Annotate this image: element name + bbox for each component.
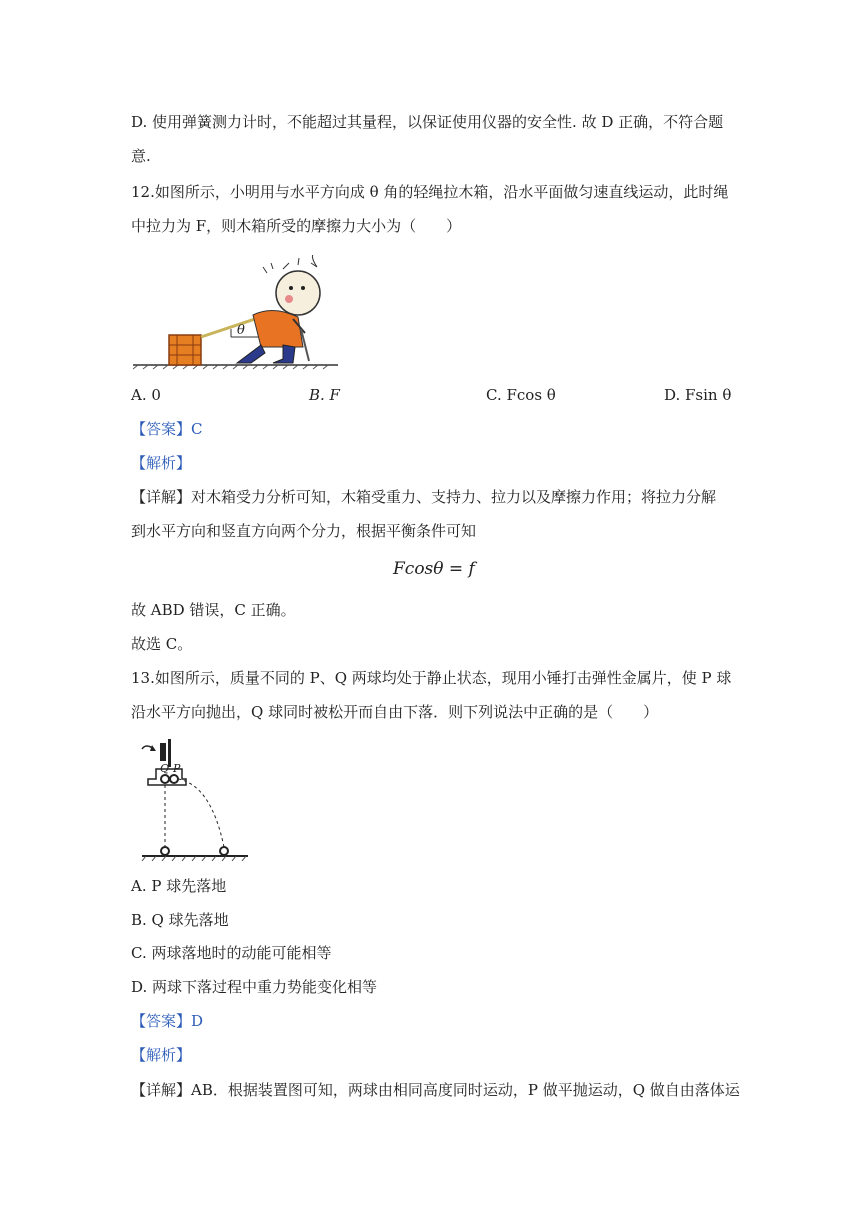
question-12-line2: 中拉力为 F，则木箱所受的摩擦力大小为（ ） bbox=[131, 217, 462, 235]
q12-option-c[interactable]: C. Fcos θ bbox=[486, 386, 556, 404]
q13-option-b[interactable]: B. Q 球先落地 bbox=[131, 911, 229, 929]
boy-pulling-crate-figure bbox=[133, 255, 343, 370]
q13-option-c[interactable]: C. 两球落地时的动能可能相等 bbox=[131, 944, 332, 962]
q12-conclusion-line1: 故 ABD 错误，C 正确。 bbox=[131, 601, 296, 619]
q12-option-b[interactable]: B. F bbox=[309, 386, 340, 404]
question-13-line1: 13.如图所示，质量不同的 P、Q 两球均处于静止状态，现用小锤打击弹性金属片，使 P 球 bbox=[131, 669, 732, 687]
ball-p-label: P bbox=[173, 762, 181, 775]
prev-option-d-line1: D. 使用弹簧测力计时，不能超过其量程，以保证使用仪器的安全性. 故 D 正确，不符合题 bbox=[131, 113, 724, 131]
question-13-line2: 沿水平方向抛出，Q 球同时被松开而自由下落．则下列说法中正确的是（ ） bbox=[131, 703, 659, 721]
q13-option-d[interactable]: D. 两球下落过程中重力势能变化相等 bbox=[131, 978, 378, 996]
projectile-apparatus-figure bbox=[136, 735, 256, 865]
q12-detail-line1: 【详解】对木箱受力分析可知，木箱受重力、支持力、拉力以及摩擦力作用；将拉力分解 bbox=[131, 488, 717, 506]
q12-analysis-label: 【解析】 bbox=[131, 454, 192, 472]
q12-formula: Fcosθ = f bbox=[393, 559, 475, 579]
q12-option-a[interactable]: A. 0 bbox=[131, 386, 161, 404]
q12-conclusion-line2: 故选 C。 bbox=[131, 635, 193, 653]
q12-option-d[interactable]: D. Fsin θ bbox=[664, 386, 732, 404]
q12-detail-line2: 到水平方向和竖直方向两个分力，根据平衡条件可知 bbox=[131, 522, 477, 540]
angle-theta-label: θ bbox=[237, 323, 245, 338]
prev-option-d-line2: 意. bbox=[131, 147, 151, 165]
q13-analysis-label: 【解析】 bbox=[131, 1046, 192, 1064]
q13-option-a[interactable]: A. P 球先落地 bbox=[131, 877, 227, 895]
question-12-line1: 12.如图所示，小明用与水平方向成 θ 角的轻绳拉木箱，沿水平面做匀速直线运动，此时绳 bbox=[131, 183, 729, 201]
q13-detail-line1: 【详解】AB．根据装置图可知，两球由相同高度同时运动，P 做平抛运动，Q 做自由落体运 bbox=[131, 1081, 740, 1099]
q12-answer-label: 【答案】C bbox=[131, 420, 203, 438]
ball-q-label: Q bbox=[160, 762, 170, 775]
q13-answer-label: 【答案】D bbox=[131, 1012, 204, 1030]
